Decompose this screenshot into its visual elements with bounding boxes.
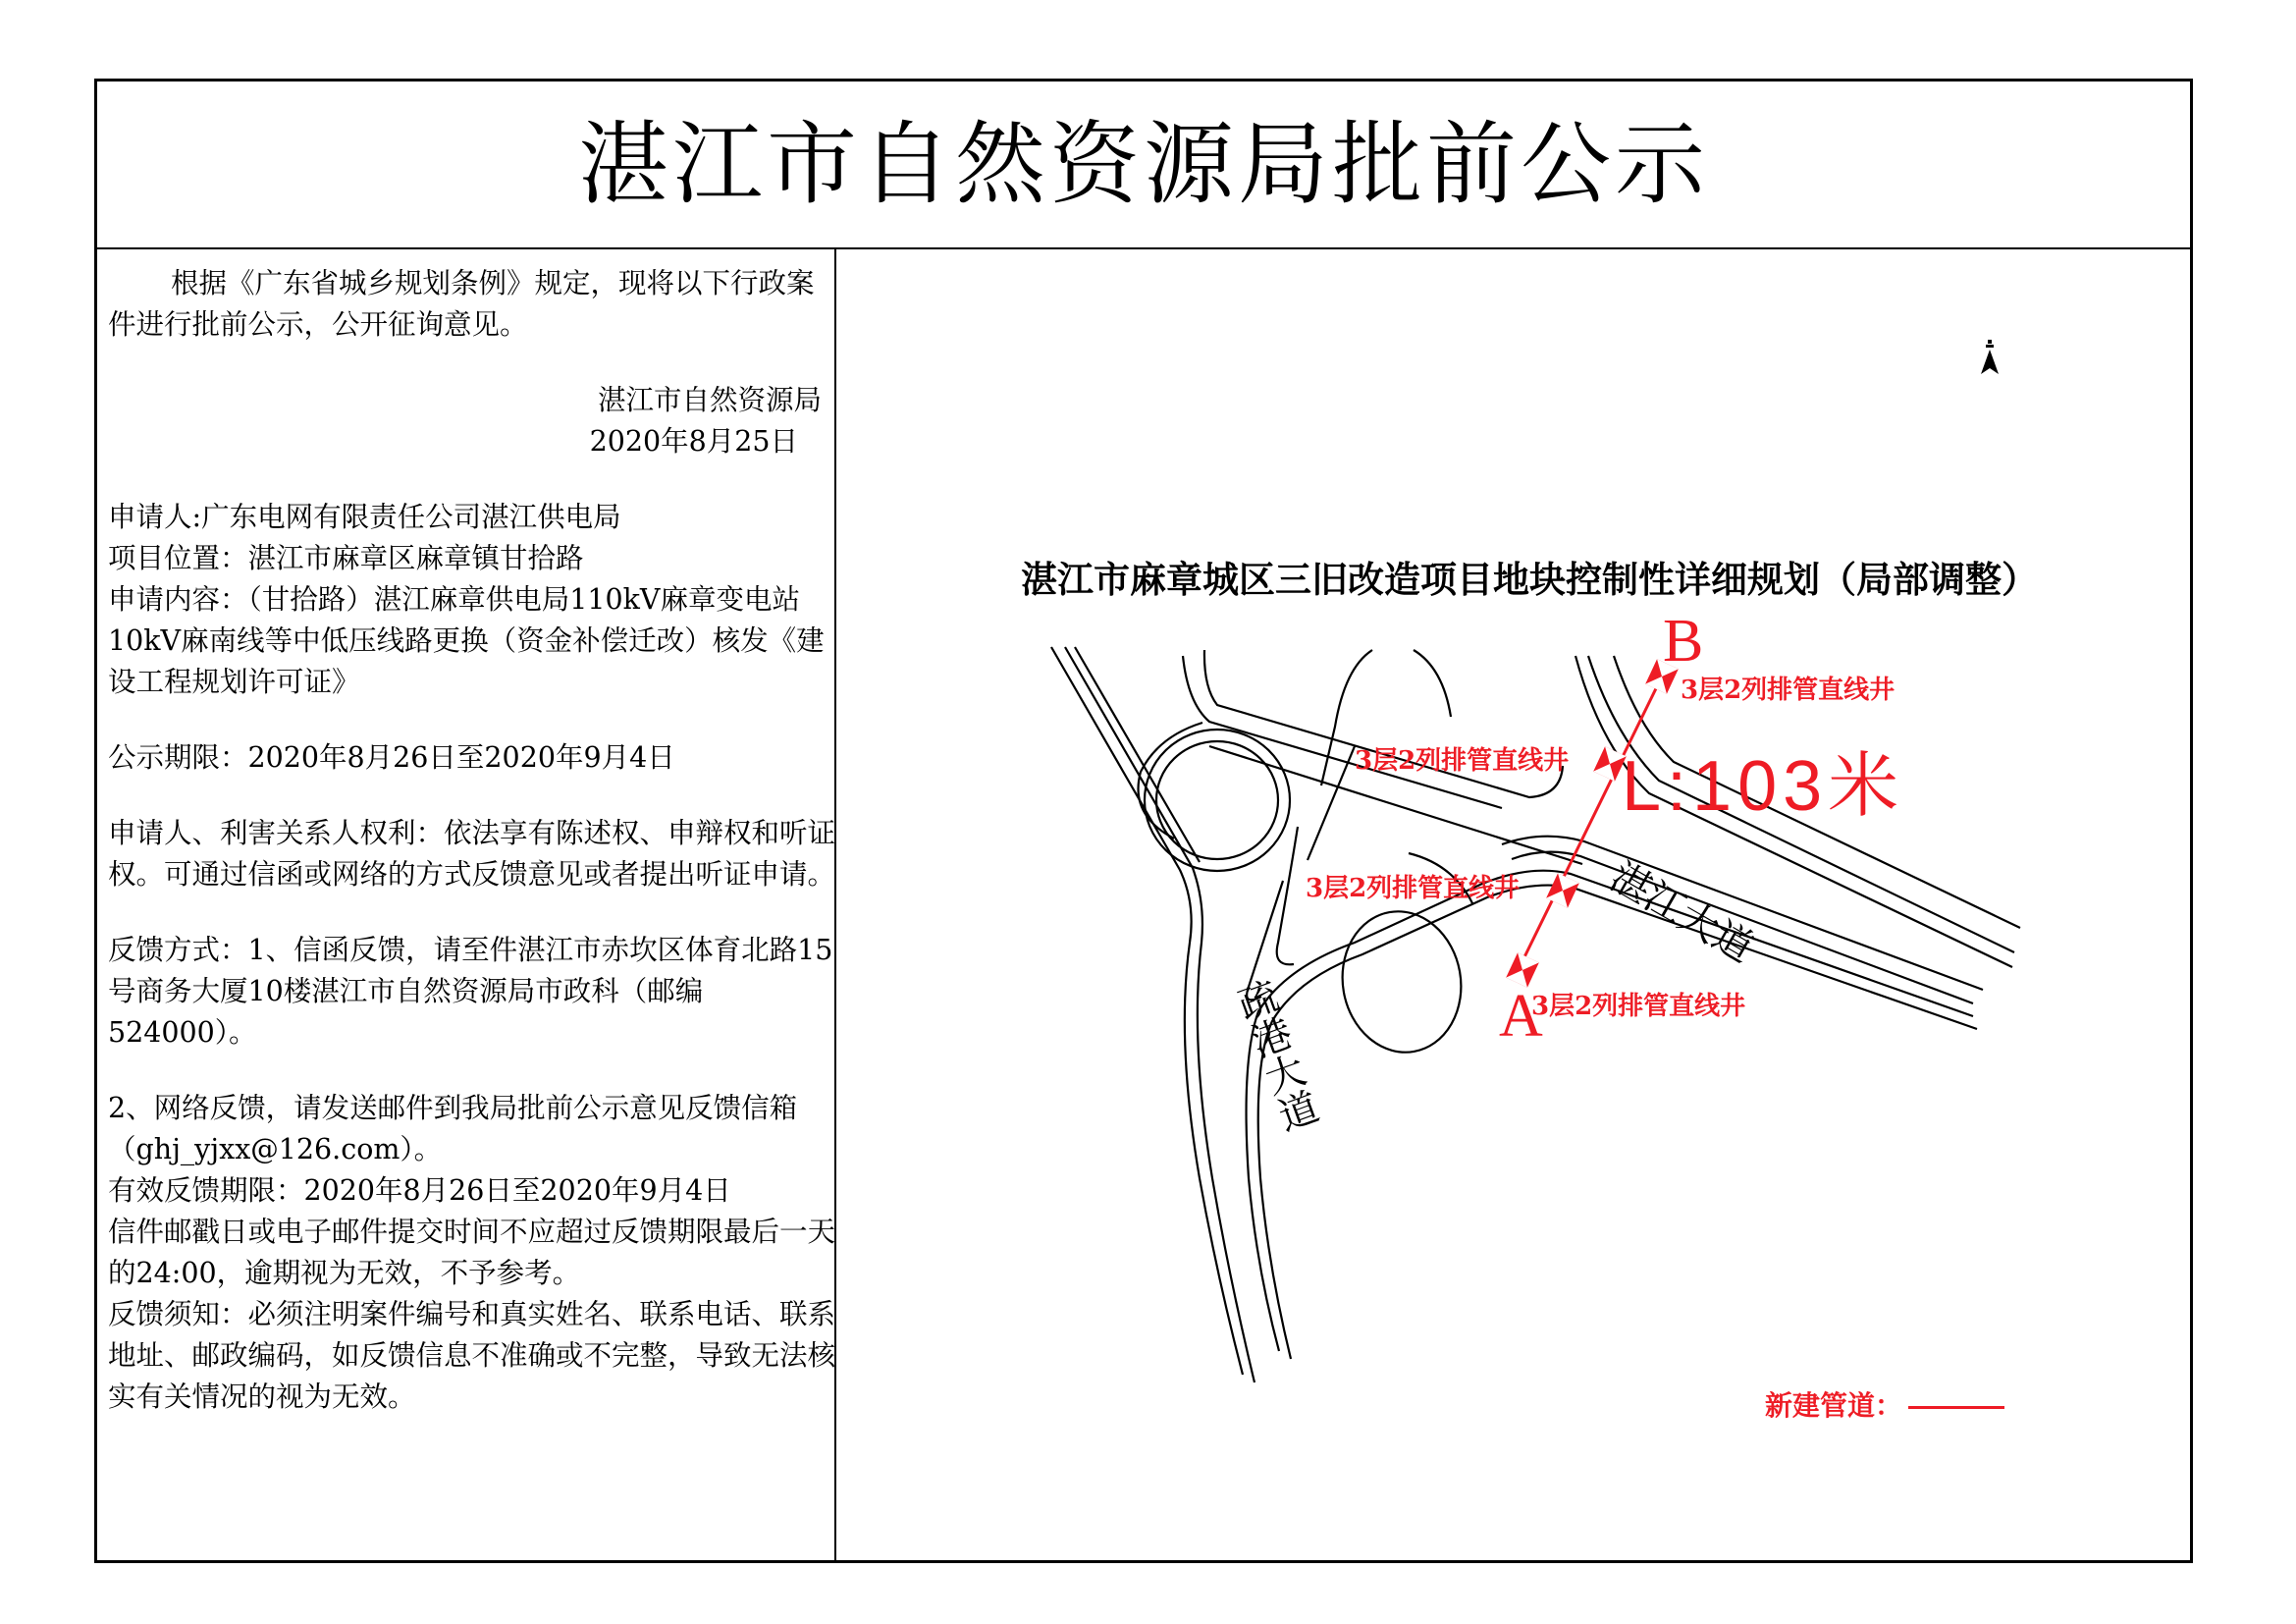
map-title: 湛江市麻章城区三旧改造项目地块控制性详细规划（局部调整） bbox=[1021, 559, 2038, 601]
well-label-3: 3层2列排管直线井 bbox=[1306, 874, 1521, 903]
issuer-name: 湛江市自然资源局 bbox=[597, 384, 822, 416]
application-content: 申请内容：（甘拾路）湛江麻章供电局110kV麻章变电站10kV麻南线等中低压线路更换（资金补偿迁改）核发《建设工程规划许可证》 bbox=[108, 583, 825, 698]
road-label-zhanjiang-avenue: 湛江大道 bbox=[1602, 853, 1762, 972]
legend-label: 新建管道： bbox=[1765, 1389, 1903, 1422]
applicant: 申请人:广东电网有限责任公司湛江供电局 bbox=[108, 501, 621, 533]
road-label-shugang-avenue: 疏港大道 bbox=[1226, 974, 1323, 1138]
point-a-label: A bbox=[1499, 983, 1543, 1050]
page-title: 湛江市自然资源局批前公示 bbox=[577, 112, 1709, 217]
new-pipeline-line-icon bbox=[1908, 1406, 2004, 1409]
stakeholder-rights: 申请人、利害关系人权利：依法享有陈述权、申辩权和听证权。可通过信函或网络的方式反馈意见或者提出听证申请。 bbox=[108, 817, 836, 891]
feedback-requirements: 反馈须知：必须注明案件编号和真实姓名、联系电话、联系地址、邮政编码，如反馈信息不准确或不完整，导致无法核实有关情况的视为无效。 bbox=[108, 1298, 836, 1413]
well-label-2: 3层2列排管直线井 bbox=[1355, 746, 1570, 776]
notice-intro: 根据《广东省城乡规划条例》规定，现将以下行政案件进行批前公示，公开征询意见。 bbox=[108, 267, 815, 341]
map-legend bbox=[1765, 1384, 2004, 1424]
pipeline-length: L:103米 bbox=[1622, 747, 1905, 826]
deadline-note: 信件邮戳日或电子邮件提交时间不应超过反馈期限最后一天的24:00，逾期视为无效，不予参考。 bbox=[108, 1216, 836, 1289]
issue-date: 2020年8月25日 bbox=[589, 425, 798, 458]
feedback-by-mail: 反馈方式：1、信函反馈，请至件湛江市赤坎区体育北路15号商务大厦10楼湛江市自然资源局市政科（邮编524000）。 bbox=[108, 934, 833, 1049]
feedback-by-email: 2、网络反馈，请发送邮件到我局批前公示意见反馈信箱（ghj_yjxx@126.com）。 bbox=[108, 1092, 798, 1165]
well-label-b: 3层2列排管直线井 bbox=[1681, 676, 1896, 705]
publicity-period: 公示期限：2020年8月26日至2020年9月4日 bbox=[108, 741, 675, 774]
valid-feedback-period: 有效反馈期限：2020年8月26日至2020年9月4日 bbox=[108, 1174, 731, 1207]
project-location: 项目位置：湛江市麻章区麻章镇甘拾路 bbox=[108, 542, 584, 574]
well-label-a: 3层2列排管直线井 bbox=[1531, 992, 1746, 1021]
point-b-label: B bbox=[1663, 608, 1704, 675]
